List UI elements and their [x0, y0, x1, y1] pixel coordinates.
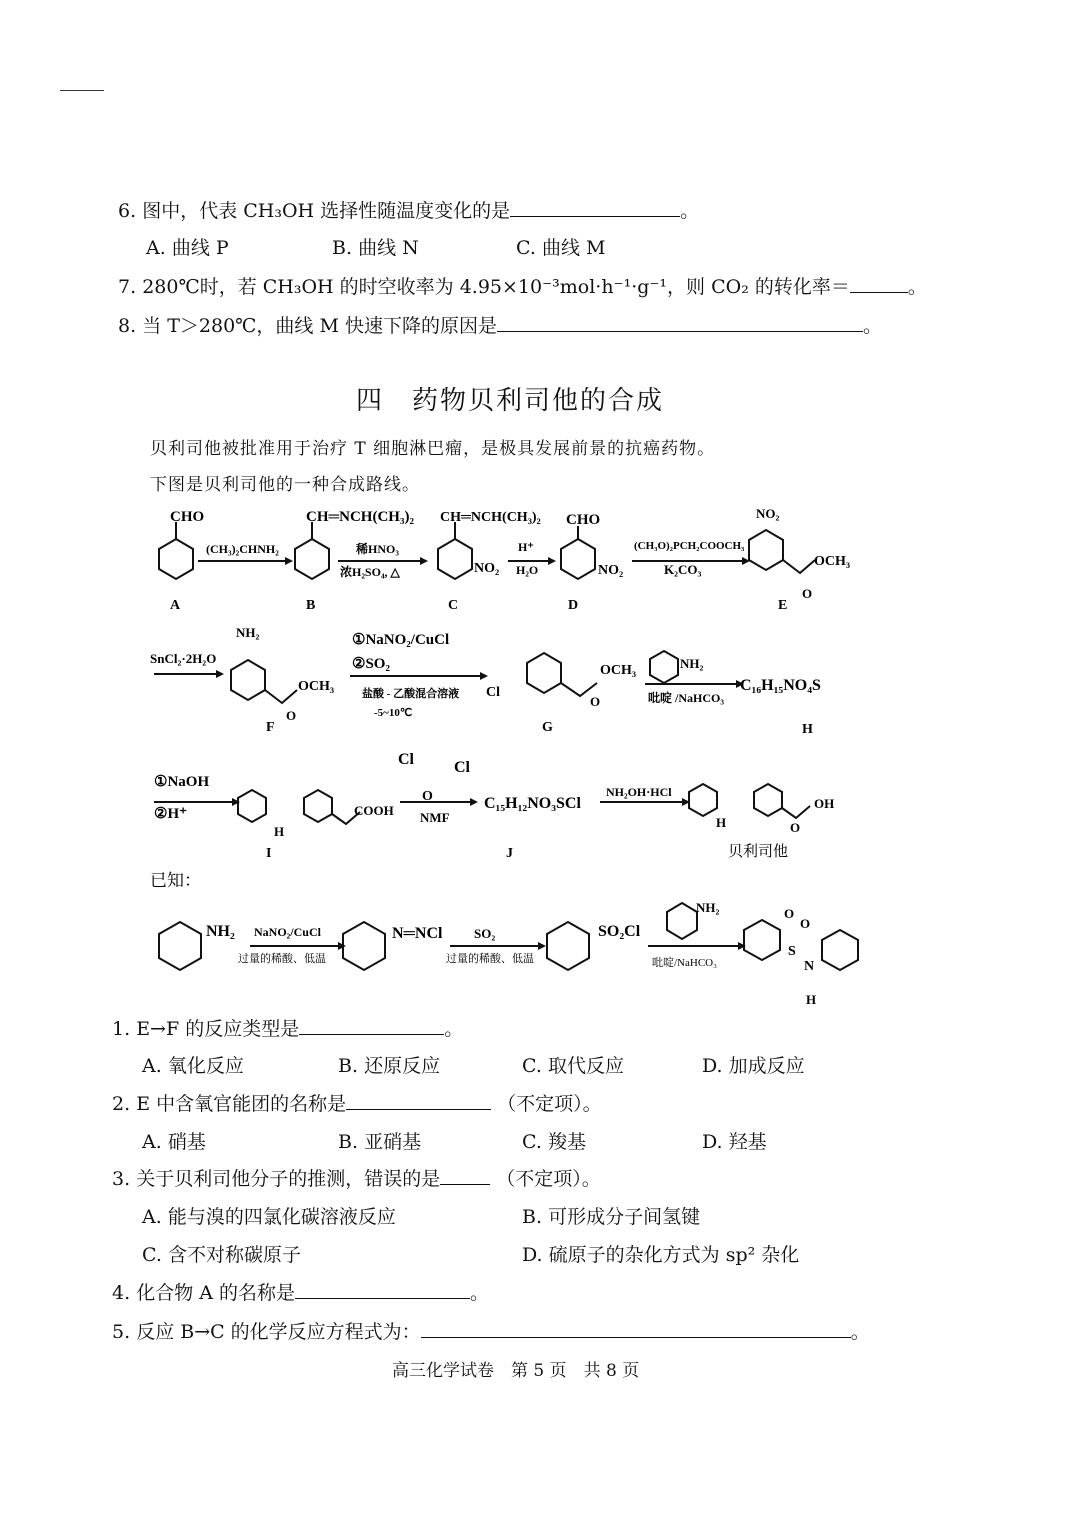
answer-blank[interactable]	[440, 1166, 490, 1185]
label-j: J	[506, 846, 513, 861]
q6-option-c[interactable]: C. 曲线 M	[516, 237, 606, 259]
benzene-ring-e	[749, 530, 783, 570]
benzene-ring-a	[159, 539, 193, 579]
svg-text:O: O	[802, 586, 813, 601]
svg-text:SO₂: SO₂	[474, 926, 496, 941]
svg-text:SnCl₂·2H₂O: SnCl₂·2H₂O	[150, 651, 217, 666]
q1-option-d[interactable]: D. 加成反应	[702, 1055, 805, 1077]
question-7: 7. 280℃时，若 CH₃OH 的时空收率为 4.95×10⁻³mol·h⁻¹·g⁻¹，则 CO₂ 的转化率＝ 。	[118, 276, 927, 298]
known-ring-3	[547, 922, 589, 970]
svg-text:H₂O: H₂O	[516, 563, 539, 577]
svg-text:H: H	[806, 992, 817, 1007]
svg-text:O: O	[422, 789, 433, 804]
svg-text:过量的稀酸、低温: 过量的稀酸、低温	[446, 953, 534, 965]
label-f: F	[266, 720, 275, 735]
svg-text:Cl: Cl	[398, 751, 414, 768]
formula-h: C₁₆H₁₅NO₄S	[740, 677, 821, 694]
svg-text:Cl: Cl	[486, 685, 500, 700]
question-2: 2. E 中含氧官能团的名称是 （不定项）。	[112, 1093, 602, 1115]
question-5: 5. 反应 B→C 的化学反应方程式为： 。	[112, 1321, 870, 1343]
aniline-ring	[650, 651, 678, 683]
group-cho: CHO	[170, 509, 205, 525]
svg-text:OH: OH	[814, 796, 835, 811]
q2-option-a[interactable]: A. 硝基	[142, 1131, 206, 1153]
svg-text:O: O	[784, 906, 795, 921]
benzene-ring-i1	[238, 790, 266, 822]
svg-text:NO₂: NO₂	[598, 563, 624, 578]
svg-text:(CH₃)₂CHNH₂: (CH₃)₂CHNH₂	[206, 542, 279, 556]
group-imine: CH═NCH(CH₃)₂	[306, 509, 414, 525]
benzene-ring-d	[561, 539, 595, 579]
question-3: 3. 关于贝利司他分子的推测，错误的是 （不定项）。	[112, 1168, 601, 1190]
label-g: G	[542, 720, 553, 735]
svg-text:-5~10℃: -5~10℃	[374, 707, 413, 719]
svg-text:H: H	[716, 815, 727, 830]
label-a: A	[170, 598, 181, 613]
svg-text:②SO₂: ②SO₂	[352, 656, 390, 672]
svg-text:NO₂: NO₂	[756, 506, 780, 521]
q2-option-d[interactable]: D. 羟基	[702, 1131, 767, 1153]
q2-option-b[interactable]: B. 亚硝基	[338, 1131, 422, 1153]
svg-text:H: H	[274, 824, 285, 839]
q6-option-a[interactable]: A. 曲线 P	[146, 237, 229, 259]
label-h: H	[802, 722, 813, 737]
svg-text:COOH: COOH	[354, 803, 394, 818]
intro-line-2: 下图是贝利司他的一种合成路线。	[150, 475, 420, 495]
known-ring-product1	[744, 920, 780, 960]
q1-option-a[interactable]: A. 氧化反应	[142, 1055, 244, 1077]
svg-text:NaNO₂/CuCl: NaNO₂/CuCl	[254, 925, 321, 939]
svg-text:(CH₃O)₂PCH₂COOCH₃: (CH₃O)₂PCH₂COOCH₃	[634, 540, 745, 552]
svg-text:稀HNO₃: 稀HNO₃	[356, 542, 399, 556]
label-e: E	[778, 598, 788, 613]
question-number: 6.	[118, 200, 137, 222]
benzene-ring-final2	[754, 784, 782, 816]
svg-text:②H⁺: ②H⁺	[154, 806, 188, 822]
benzene-ring-g	[527, 653, 561, 693]
label-belinostat: 贝利司他	[728, 844, 789, 860]
svg-text:过量的稀酸、低温: 过量的稀酸、低温	[238, 953, 326, 965]
svg-text:浓H₂SO₄, △: 浓H₂SO₄, △	[340, 565, 400, 579]
q1-option-b[interactable]: B. 还原反应	[338, 1055, 441, 1077]
svg-text:SO₂Cl: SO₂Cl	[598, 923, 641, 940]
benzene-ring-final1	[689, 784, 717, 816]
label-b: B	[306, 598, 316, 613]
intro-line-1: 贝利司他被批准用于治疗 T 细胞淋巴瘤，是极具发展前景的抗癌药物。	[150, 439, 716, 459]
answer-blank[interactable]	[346, 1091, 491, 1110]
answer-blank[interactable]	[295, 1280, 470, 1299]
q3-option-b[interactable]: B. 可形成分子间氢键	[522, 1206, 701, 1228]
svg-text:S: S	[788, 944, 796, 959]
svg-text:CHO: CHO	[566, 512, 601, 528]
svg-text:盐酸 - 乙酸混合溶液: 盐酸 - 乙酸混合溶液	[362, 688, 460, 700]
q1-option-c[interactable]: C. 取代反应	[522, 1055, 624, 1077]
svg-text:NH₂: NH₂	[680, 656, 704, 671]
question-6: 6. 图中，代表 CH₃OH 选择性随温度变化的是 。	[118, 200, 700, 222]
svg-text:H⁺: H⁺	[518, 540, 534, 554]
q2-option-c[interactable]: C. 羧基	[522, 1131, 586, 1153]
benzene-ring-b	[295, 539, 329, 579]
svg-text:OCH₃: OCH₃	[814, 554, 851, 569]
svg-text:OCH₃: OCH₃	[600, 663, 637, 678]
question-text: 图中，代表 CH₃OH 选择性随温度变化的是	[142, 200, 511, 222]
svg-text:NH₂: NH₂	[696, 900, 720, 915]
question-4: 4. 化合物 A 的名称是 。	[112, 1282, 490, 1304]
benzene-ring-f	[231, 660, 265, 700]
svg-text:吡啶 /NaHCO₃: 吡啶 /NaHCO₃	[648, 691, 724, 705]
svg-text:O: O	[286, 708, 297, 723]
known-ring-2	[343, 922, 385, 970]
known-ring-product2	[822, 930, 858, 970]
answer-blank[interactable]	[299, 1016, 444, 1035]
label-d: D	[568, 598, 579, 613]
known-ring-1	[159, 922, 201, 970]
formula-j: C₁₅H₁₂NO₃SCl	[484, 795, 581, 812]
svg-text:N: N	[804, 959, 815, 974]
q3-option-d[interactable]: D. 硫原子的杂化方式为 sp² 杂化	[522, 1244, 800, 1266]
svg-text:①NaNO₂/CuCl: ①NaNO₂/CuCl	[352, 632, 450, 648]
page-footer: 高三化学试卷 第 5 页 共 8 页	[392, 1361, 640, 1381]
svg-text:①NaOH: ①NaOH	[154, 774, 210, 790]
svg-text:NH₂: NH₂	[206, 923, 235, 940]
svg-text:吡啶/NaHCO₃: 吡啶/NaHCO₃	[652, 957, 717, 969]
q3-option-a[interactable]: A. 能与溴的四氯化碳溶液反应	[142, 1206, 396, 1228]
svg-text:N═NCl: N═NCl	[392, 925, 443, 942]
svg-text:OCH₃: OCH₃	[298, 679, 335, 694]
svg-text:NH₂: NH₂	[236, 625, 260, 640]
known-title: 已知：	[150, 871, 201, 890]
svg-text:O: O	[590, 694, 601, 709]
svg-text:O: O	[800, 916, 811, 931]
q6-option-b[interactable]: B. 曲线 N	[332, 237, 419, 259]
group-imine-c: CH═NCH(CH₃)₂	[440, 510, 541, 525]
label-i: I	[266, 846, 272, 861]
answer-blank[interactable]	[421, 1319, 851, 1338]
svg-text:O: O	[790, 820, 801, 835]
label-c: C	[448, 598, 459, 613]
section-title: 四 药物贝利司他的合成	[356, 386, 665, 416]
svg-text:NO₂: NO₂	[474, 561, 500, 576]
benzene-ring-c	[438, 539, 472, 579]
benzene-ring-i2	[304, 790, 332, 822]
svg-text:NMF: NMF	[420, 810, 450, 825]
svg-text:Cl: Cl	[454, 759, 470, 776]
svg-text:K₂CO₃: K₂CO₃	[664, 562, 702, 577]
question-1: 1. E→F 的反应类型是 。	[112, 1018, 464, 1040]
question-8: 8. 当 T＞280℃，曲线 M 快速下降的原因是 。	[118, 315, 882, 337]
known-ring-aniline	[667, 903, 697, 939]
svg-text:NH₂OH·HCl: NH₂OH·HCl	[606, 785, 672, 799]
q3-option-c[interactable]: C. 含不对称碳原子	[142, 1244, 301, 1266]
